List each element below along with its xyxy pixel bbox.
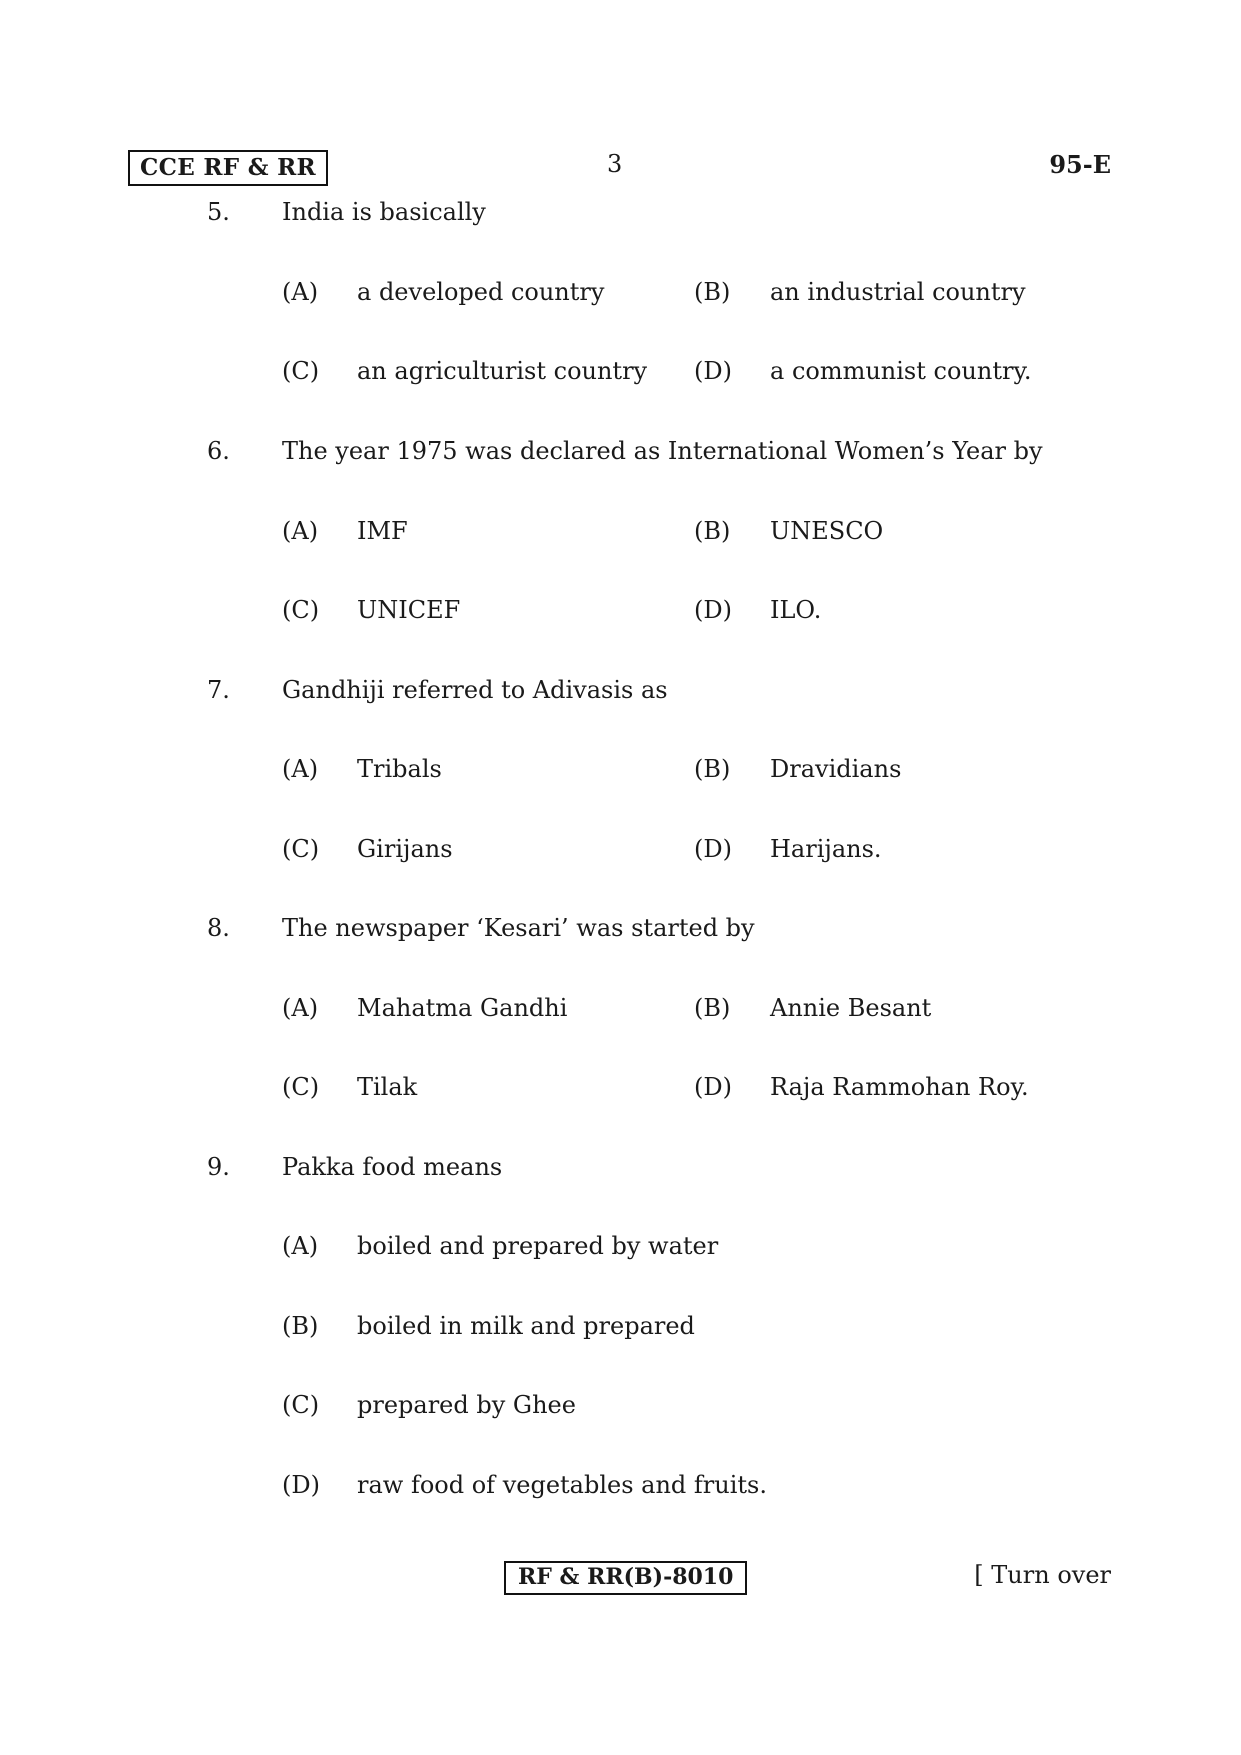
option-text: prepared by Ghee	[357, 1391, 576, 1419]
option-text: Tribals	[357, 755, 442, 783]
option-text: a communist country.	[770, 357, 1032, 385]
option-letter: (A)	[282, 755, 319, 783]
option-text: Tilak	[357, 1073, 418, 1101]
option-letter: (B)	[694, 517, 731, 545]
option-letter: (A)	[282, 517, 319, 545]
option-text: Harijans.	[770, 835, 882, 863]
option-letter: (B)	[694, 278, 731, 306]
option-text: ILO.	[770, 596, 822, 624]
option-text: UNESCO	[770, 517, 884, 545]
option-letter: (D)	[694, 596, 732, 624]
question-text: India is basically	[282, 198, 486, 226]
option-letter: (C)	[282, 1073, 320, 1101]
option-text: boiled and prepared by water	[357, 1232, 719, 1260]
option-text: a developed country	[357, 278, 605, 306]
turn-over-label: [ Turn over	[974, 1561, 1111, 1589]
option-letter: (D)	[282, 1471, 320, 1499]
question-number: 9.	[207, 1153, 230, 1181]
option-text: Girijans	[357, 835, 453, 863]
footer-code-box: RF & RR(B)-8010	[504, 1561, 747, 1595]
question-number: 5.	[207, 198, 230, 226]
option-letter: (D)	[694, 357, 732, 385]
question-text: The newspaper ‘Kesari’ was started by	[282, 914, 755, 942]
question-text: Gandhiji referred to Adivasis as	[282, 676, 668, 704]
option-letter: (D)	[694, 1073, 732, 1101]
option-text: an industrial country	[770, 278, 1026, 306]
option-letter: (A)	[282, 1232, 319, 1260]
question-number: 8.	[207, 914, 230, 942]
option-letter: (C)	[282, 835, 320, 863]
option-letter: (B)	[694, 994, 731, 1022]
option-text: Mahatma Gandhi	[357, 994, 568, 1022]
question-text: Pakka food means	[282, 1153, 503, 1181]
option-text: boiled in milk and prepared	[357, 1312, 695, 1340]
option-letter: (C)	[282, 1391, 320, 1419]
question-number: 6.	[207, 437, 230, 465]
paper-code: 95-E	[1049, 150, 1111, 179]
option-letter: (B)	[282, 1312, 319, 1340]
option-text: Dravidians	[770, 755, 902, 783]
option-text: raw food of vegetables and fruits.	[357, 1471, 767, 1499]
option-letter: (C)	[282, 357, 320, 385]
option-letter: (B)	[694, 755, 731, 783]
page-number: 3	[607, 150, 623, 178]
option-letter: (A)	[282, 278, 319, 306]
option-text: IMF	[357, 517, 408, 545]
question-text: The year 1975 was declared as International Women’s Year by	[282, 437, 1043, 465]
option-text: an agriculturist country	[357, 357, 648, 385]
option-letter: (D)	[694, 835, 732, 863]
option-text: Raja Rammohan Roy.	[770, 1073, 1029, 1101]
option-letter: (A)	[282, 994, 319, 1022]
question-number: 7.	[207, 676, 230, 704]
option-text: Annie Besant	[770, 994, 932, 1022]
header-code-box: CCE RF & RR	[128, 150, 328, 186]
option-letter: (C)	[282, 596, 320, 624]
option-text: UNICEF	[357, 596, 461, 624]
